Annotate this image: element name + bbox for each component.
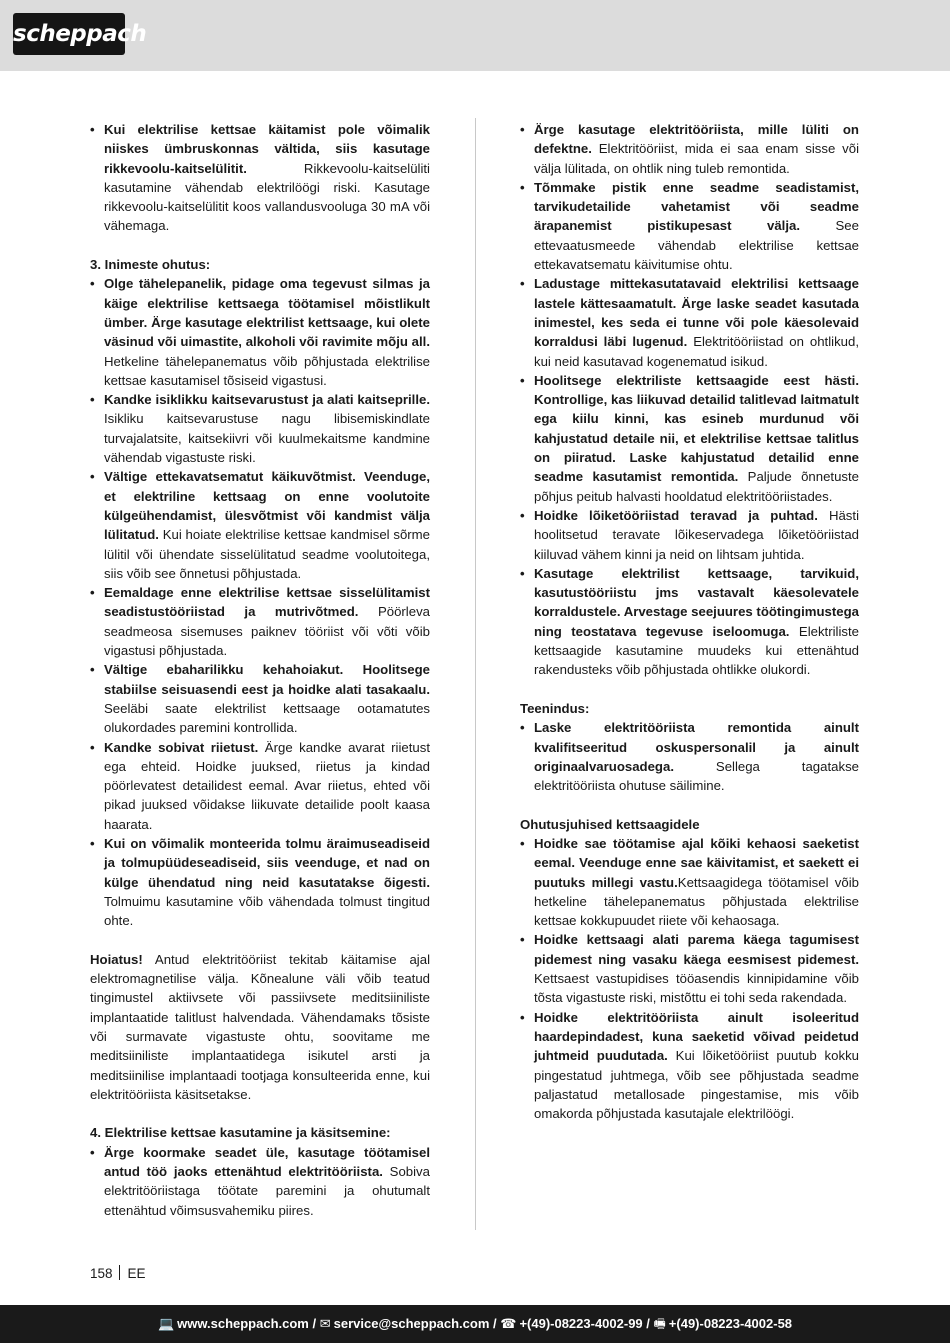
bullet-text: Pöörleva seadmeosa sisemuses paiknev tööriist või võti võib vigastusi põhjustada. — [104, 604, 430, 659]
bullet-bold: Tõmmake pistik enne seadme seadistamist, tarvikudetailide vahetamist või seadme ärapanemist pistikupesast välja. — [534, 179, 859, 234]
list-item — [90, 583, 430, 660]
bullet-bold: Olge tähelepanelik, pidage oma tegevust silmas ja käige elektrilise kettsaega töötamisel mõistlikult ümber. Ärge kasutage elektrilist kettsaage, kui olete väsinud või uimastite, alkoholi või ravimite mõju all. — [104, 276, 430, 350]
page-number: 158 — [90, 1266, 113, 1281]
bullet-bold: Hoidke elektritööriista ainult isoleeritud haardepindadest, kuna saeketid võivad peidetud juhtmeid puudutada. — [534, 1009, 859, 1064]
bullet-bold: Ärge kasutage elektritööriista, mille lüliti on defektne. — [534, 122, 859, 157]
section-heading-3: 3. Inimeste ohutus: — [90, 257, 211, 273]
bullet-text: Ärge kandke avarat riietust ega ehteid. Hoidke juuksed, riietus ja kindad pöörlevatest detailidest eemal. Avar riietus, ehted või pikad juuksed võidakse liikuvate detailide poolt kaasa haarata. — [104, 739, 431, 832]
fax-number: +(49)-08223-4002-58 — [668, 1316, 793, 1331]
page-footer — [90, 1265, 146, 1283]
bullet-text: Elektritööriist, mida ei saa enam sisse või välja lülitada, on ohtlik ning tuleb remontida. — [534, 141, 859, 176]
bullet-text: Elektriliste kettsaagide kasutamine muudeks kui ettenähtud rakendusteks võib põhjustada ohtlikke olukordi. — [534, 623, 859, 678]
list-item — [520, 274, 859, 370]
warning-text: Antud elektritööriist tekitab käitamise ajal elektromagnetilise välja. Kõnealune väli võib teatud tingimustel aktiivsete või passiivsete meditsiiniliste implantaatide talitlust halvendada. Vähendamaks tõsiste või surmavate vigastuste ohtu, soovitame me meditsiiniliste implantaatidega isikutel arsti ja meditsiinilise implantaadi tootjaga konsulteerida enne, kui elektritööriista käsitsetakse. — [90, 951, 430, 1102]
bullet-bold: Vältige ettekavatsematut käikuvõtmist. Veenduge, et elektriline kettsaag on enne voolutoite külgeühendamist, ülesvõtmist või kandmist välja lülitatud. — [104, 469, 430, 543]
right-column — [520, 120, 859, 1123]
list-item — [90, 738, 430, 834]
bullet-text: Kettsaest vastupidises tööasendis kinnipidamine võib tõsta vigastuste riski, mistõttu ei tohi seda rakendada. — [534, 971, 859, 1006]
bullet-text: Rikkevoolu-kaitselüliti kasutamine vähendab elektrilöögi riski. Kasutage rikkevoolu-kaitselülitit koos vallandusvooluga 30 mA või vähemaga. — [104, 160, 430, 234]
bullet-bold: Hoidke kettsaagi alati parema käega tagumisest pidemest ning vasaku käega eesmisest pidemest. — [534, 932, 859, 967]
bullet-text: Kui hoiate elektrilise kettsae kandmisel sõrme lülitil või ühendate sisselülitatud seadme voolutoitega, siis võib see õnnetusi põhjustada. — [104, 527, 430, 581]
list-item — [90, 274, 430, 390]
warning-label: Hoiatus! — [90, 951, 143, 967]
scheppach-logo: scheppach — [13, 13, 125, 55]
list-item — [90, 834, 430, 930]
bullet-bold: Kandke sobivat riietust. — [104, 739, 259, 755]
bullet-bold: Hoidke lõiketööriistad teravad ja puhtad. — [534, 507, 818, 523]
website-link[interactable]: www.scheppach.com — [177, 1316, 309, 1331]
bullet-bold: Eemaldage enne elektrilise kettsae sisselülitamist seadistustööriistad ja mutrivõtmed. — [104, 585, 430, 620]
bullet-text: Sobiva elektritööriistaga töötate paremini ja ohutumalt ettenähtud võimsusvahemiku piires. — [104, 1164, 430, 1218]
contact-bar: 💻 www.scheppach.com / ✉ service@scheppach.com / ☎ +(49)-08223-4002-99 / 🖷 +(49)-08223-4002-58 — [0, 1305, 950, 1343]
phone-number: +(49)-08223-4002-99 — [519, 1316, 643, 1331]
bullet-bold: Vältige ebaharilikku kehahoiakut. Hoolitsege stabiilse seisuasendi eest ja hoidke alati tasakaalu. — [104, 662, 430, 697]
list-item — [520, 371, 859, 506]
header-bar — [0, 0, 950, 71]
bullet-bold: Hoolitsege elektriliste kettsaagide eest hästi. Kontrollige, kas liikuvad detailid talitlevad laitmatult ega kiilu kinni, kas esineb murdunud või kahjustatud detaile nii, et elektrilise kettsae talitlus on piiratud. Laske kahjustatud detailid enne seadme kasutamist remontida. — [534, 372, 859, 485]
list-item — [520, 120, 859, 178]
bullet-text: Elektritööriistad on ohtlikud, kui neid kasutavad kogenematud isikud. — [534, 334, 859, 369]
email-link[interactable]: service@scheppach.com — [333, 1316, 490, 1331]
mail-icon: ✉ — [319, 1316, 331, 1331]
list-item — [520, 930, 859, 1007]
bullet-text: Kettsaagidega töötamisel võib hetkeline tähelepanematus põhjustada elektrilise kettsae kokkupuudet riiete või kehaosaga. — [534, 874, 859, 929]
bullet-text: Paljude õnnetuste põhjus peitub halvasti hooldatud elektritööriistades. — [534, 469, 859, 504]
list-item — [90, 390, 430, 467]
bullet-bold: Laske elektritööriista remontida ainult kvalifitseeritud oskuspersonalil ja ainult originaalvaruosadega. — [534, 720, 859, 774]
list-item — [90, 467, 430, 583]
bullet-bold: Kui elektrilise kettsae käitamist pole võimalik niiskes ümbruskonnas vältida, siis kasutage rikkevoolu-kaitselülitit. — [104, 122, 430, 176]
bullet-bold: Kasutage elektrilist kettsaage, tarvikuid, kasutustööriistu jms vastavalt käesolevatele korraldustele. Arvestage seejuures töötingimustega ning teostatava tegevuse iseloomuga. — [534, 565, 859, 639]
bullet-bold: Ladustage mittekasutatavaid elektrilisi kettsaage lastele kättesaamatult. Ärge laske seadet kasutada inimestel, kes seda ei tunne või pole käesolevaid korraldusi läbi lugenud. — [534, 276, 859, 350]
list-item — [520, 564, 859, 680]
warning-paragraph — [90, 950, 430, 1104]
bullet-bold: Hoidke sae töötamise ajal kõiki kehaosi saeketist eemal. Veenduge enne sae käivitamist, et saekett ei puutuks millegi vastu. — [534, 835, 859, 890]
bullet-bold: Ärge koormake seadet üle, kasutage töötamisel antud töö jaoks ettenähtud elektritööriista. — [104, 1144, 430, 1180]
service-heading: Teenindus: — [520, 700, 590, 716]
bullet-text: Tolmuimu kasutamine võib vähendada tolmust tingitud ohte. — [104, 893, 430, 929]
bullet-text: Sellega tagatakse elektritööriista ohutuse säilimine. — [534, 758, 859, 794]
list-item — [520, 1008, 859, 1124]
bullet-text: Seeläbi saate elektrilist kettsaage ootamatutes olukordades paremini kontrollida. — [104, 700, 430, 736]
fax-icon: 🖷 — [653, 1316, 666, 1331]
list-item — [90, 660, 430, 737]
list-item — [520, 718, 859, 795]
section-heading-4: 4. Elektrilise kettsae kasutamine ja käsitsemine: — [90, 1125, 391, 1141]
chainsaw-safety-heading: Ohutusjuhised kettsaagidele — [520, 816, 700, 832]
column-divider — [475, 118, 476, 1230]
bullet-bold: Kandke isiklikku kaitsevarustust ja alati kaitseprille. — [104, 392, 430, 408]
list-item — [520, 834, 859, 930]
bullet-text: See ettevaatusmeede vähendab elektrilise kettsae ettekavatsematu käivitumise ohtu. — [534, 218, 859, 273]
list-item — [520, 178, 859, 274]
list-item — [90, 1143, 430, 1220]
language-code: EE — [127, 1266, 146, 1281]
bullet-text: Hästi hoolitsetud teravate lõikeservadega lõiketööriistad kiiluvad vähem kinni ja neid on lihtsam juhtida. — [534, 507, 859, 562]
left-column — [90, 120, 430, 1220]
list-item — [90, 120, 430, 236]
phone-icon: ☎ — [500, 1316, 517, 1331]
footer-separator — [119, 1265, 120, 1280]
computer-icon: 💻 — [157, 1316, 175, 1331]
list-item — [520, 506, 859, 564]
bullet-bold: Kui on võimalik monteerida tolmu äraimuseadiseid ja tolmupüüdeseadiseid, siis veenduge, et nad on külge ühendatud ning neid kasutatakse õigesti. — [104, 835, 430, 890]
bullet-text: Hetkeline tähelepanematus võib põhjustada elektrilise kettsae kasutamisel tõsiseid vigastusi. — [104, 353, 430, 388]
bullet-text: Isikliku kaitsevarustuse nagu libisemiskindlate turvajalatsite, kaitsekiivri või kuulmekaitsme kandmine vähendab vigastuste riski. — [104, 411, 430, 466]
bullet-text: Kui lõiketööriist puutub kokku pingestatud juhtmega, võib see põhjustada seadme paljastatud metallosade pingestamise, mis võib omakorda põhjustada kasutajale elektrilöögi. — [534, 1048, 859, 1122]
